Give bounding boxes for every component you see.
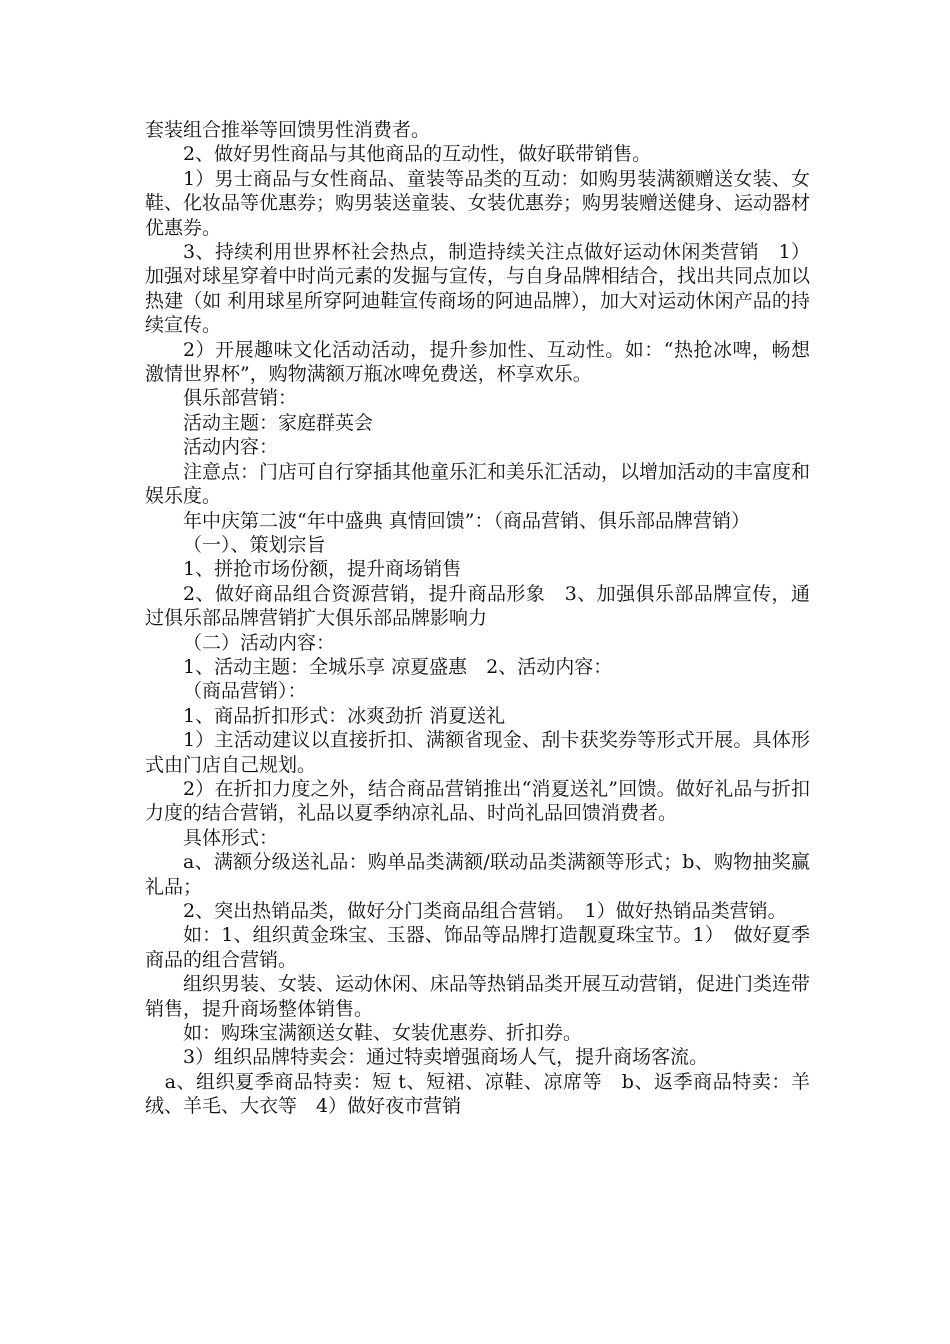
document-body (145, 118, 810, 1119)
paragraph: 1）主活动建议以直接折扣、满额省现金、刮卡获奖券等形式开展。具体形式由门店自己规划。 (145, 729, 810, 776)
paragraph: 套装组合推举等回馈男性消费者。 (145, 119, 431, 141)
paragraph: 如：1、组织黄金珠宝、玉器、饰品等品牌打造靓夏珠宝节。1） 做好夏季商品的组合营销。 (145, 924, 810, 971)
paragraph: 2、做好商品组合资源营销，提升商品形象 3、加强俱乐部品牌宣传，通过俱乐部品牌营销扩大俱乐部品牌影响力 (145, 582, 810, 630)
paragraph: 如：购珠宝满额送女鞋、女装优惠券、折扣券。 (183, 1022, 583, 1045)
paragraph: 1、商品折扣形式：冰爽劲折 消夏送礼 (183, 704, 506, 727)
paragraph: 年中庆第二波“年中盛典 真情回馈”：（商品营销、俱乐部品牌营销） (183, 509, 750, 532)
paragraph: 注意点：门店可自行穿插其他童乐汇和美乐汇活动，以增加活动的丰富度和娱乐度。 (145, 460, 811, 508)
paragraph: 活动内容： (183, 436, 279, 459)
paragraph: 组织男装、女装、运动休闲、床品等热销品类开展互动营销，促进门类连带销售，提升商场整体销售。 (145, 973, 811, 1020)
paragraph: a、满额分级送礼品：购单品类满额/联动品类满额等形式；b、购物抽奖赢礼品； (145, 851, 810, 898)
paragraph: 俱乐部营销： (183, 387, 298, 410)
paragraph: 1、活动主题：全城乐享 凉夏盛惠 2、活动内容： (183, 655, 613, 678)
paragraph: 2、做好男性商品与其他商品的互动性，做好联带销售。 (183, 143, 652, 166)
paragraph: 1、拼抢市场份额，提升商场销售 (183, 558, 462, 581)
paragraph: 1）男士商品与女性商品、童装等品类的互动：如购男装满额赠送女装、女鞋、化妆品等优惠券；购男装送童装、女装优惠券；购男装赠送健身、运动器材优惠券。 (145, 167, 811, 239)
paragraph: （商品营销）： (183, 680, 307, 703)
paragraph: 2）在折扣力度之外，结合商品营销推出“消夏送礼”回馈。做好礼品与折扣力度的结合营销，礼品以夏季纳凉礼品、时尚礼品回馈消费者。 (145, 777, 810, 825)
paragraph: 2）开展趣味文化活动活动，提升参加性、互动性。如：“热抢冰啤，畅想激情世界杯”，购物满额万瓶冰啤免费送，杯享欢乐。 (145, 338, 810, 386)
paragraph: 3、持续利用世界杯社会热点，制造持续关注点做好运动休闲类营销 1）加强对球星穿着中时尚元素的发掘与宣传，与自身品牌相结合，找出共同点加以热建（如 利用球星所穿阿迪鞋宣传商场的阿迪品牌），加大对运动休闲产品的持续宣传。 (145, 241, 811, 337)
paragraph: a、组织夏季商品特卖：短 t、短裙、凉鞋、凉席等 b、返季商品特卖：羊绒、羊毛、大衣等 4）做好夜市营销 (145, 1070, 810, 1118)
paragraph: 2、突出热销品类，做好分门类商品组合营销。 1）做好热销品类营销。 (183, 900, 787, 922)
paragraph: （二）活动内容： (183, 631, 336, 654)
paragraph: 具体形式： (183, 826, 279, 849)
paragraph: （一）、策划宗旨 (183, 533, 326, 556)
paragraph: 活动主题：家庭群英会 (183, 411, 374, 434)
paragraph: 3）组织品牌特卖会：通过特卖增强商场人气，提升商场客流。 (183, 1046, 709, 1069)
